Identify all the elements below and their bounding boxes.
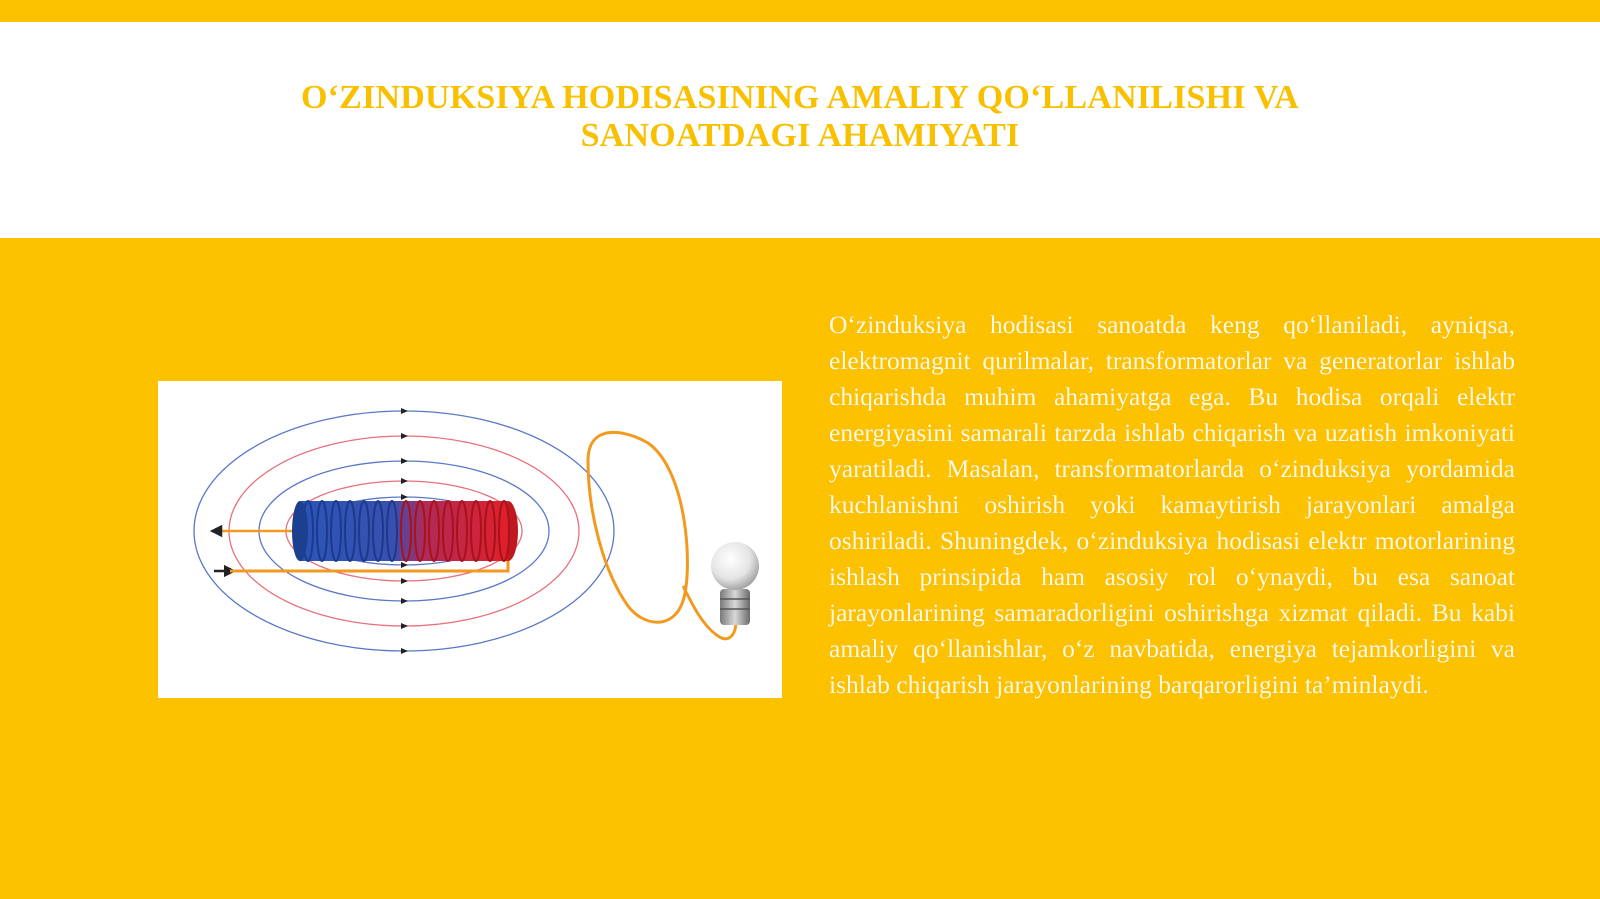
solenoid-field-diagram [158,381,782,698]
body-paragraph: O‘zinduksiya hodisasi sanoatda keng qo‘llaniladi, ayniqsa, elektromagnit qurilmalar, transformatorlar va generatorlar ishlab chiqarishda muhim ahamiyatga ega. Bu hodisa orqali elektr energiyasini samarali tarzda ishlab chiqarish va uzatish imkoniyati yaratiladi. Masalan, transformatorlarda o‘zinduksiya yordamida kuchlanishni oshirish yoki kamaytirish jarayonlari amalga oshiriladi. Shuningdek, o‘zinduksiya hodisasi elektr motorlarining ishlash prinsipida ham asosiy rol o‘ynaydi, bu esa sanoat jarayonlarining samaradorligini oshirishga xizmat qiladi. Bu kabi amaliy qo‘llanishlar, o‘z navbatida, energiya tejamkorligini va ishlab chiqarish jarayonlarining barqarorligini ta’minlaydi. [829,310,1515,699]
field-direction-arrow [401,648,408,654]
field-direction-arrow [401,494,408,500]
solenoid-illustration [158,381,782,698]
field-direction-arrow [401,623,408,629]
field-direction-arrow [401,433,408,439]
title-banner [0,22,1600,238]
field-direction-arrow [401,408,408,414]
field-direction-arrow [401,598,408,604]
top-accent-band [0,0,1600,22]
field-direction-arrow [401,562,408,568]
slide-title: O‘ZINDUKSIYA HODISASINING AMALIY QO‘LLANILISHI VA SANOATDAGI AHAMIYATI [301,79,1299,154]
field-direction-arrow [401,478,408,484]
field-direction-arrow [401,578,408,584]
light-bulb-icon [711,542,759,625]
field-direction-arrow [401,458,408,464]
solenoid-coil [292,501,518,561]
circuit-wire-to-bulb [588,432,687,622]
